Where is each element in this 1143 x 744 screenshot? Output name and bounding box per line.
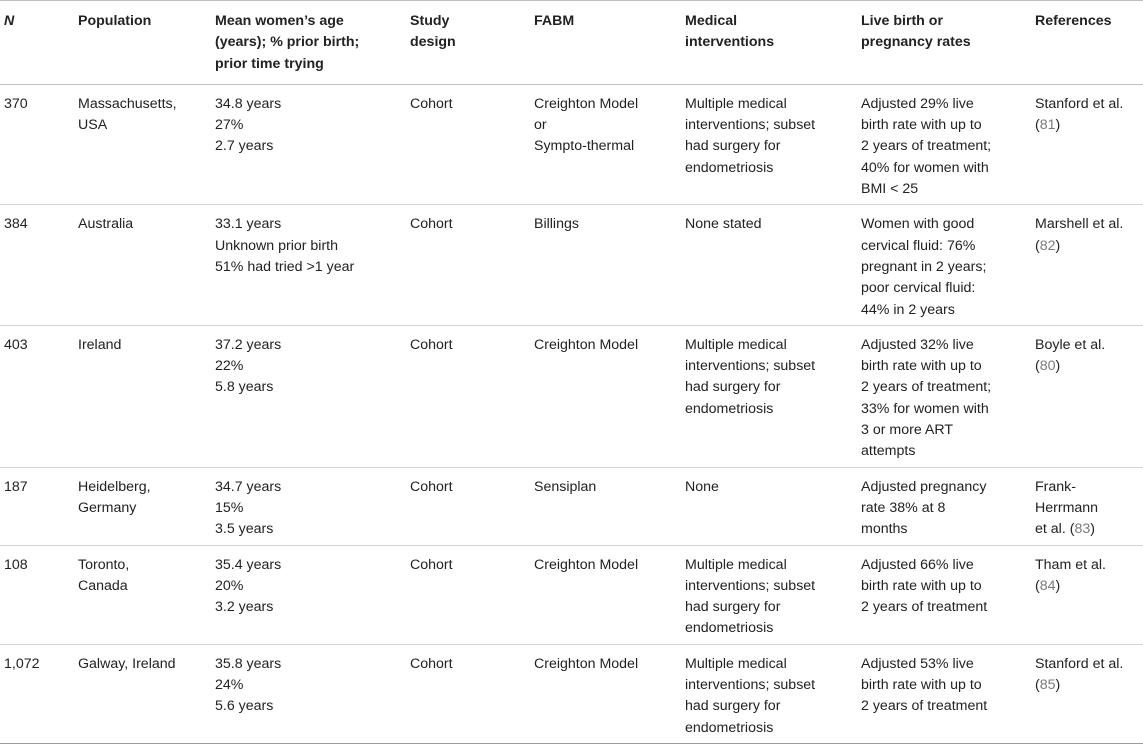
cell-age (211, 644, 406, 743)
cell-line: 20% (215, 577, 244, 594)
column-header-line: References (1035, 13, 1112, 29)
cell-line: birth rate with up to (861, 677, 982, 694)
cell-line: Canada (78, 577, 128, 594)
cell-design: Cohort (406, 545, 530, 644)
reference-open-paren: ( (1035, 358, 1040, 375)
cell-design: Cohort (406, 205, 530, 325)
reference-line (1035, 555, 1135, 576)
cell-n: 403 (0, 325, 74, 467)
cell-age (211, 325, 406, 467)
reference-close-paren: ) (1090, 521, 1095, 538)
cell-n: 1,072 (0, 644, 74, 743)
reference-line (1035, 115, 1135, 136)
cell-interventions (681, 644, 857, 743)
cell-line: USA (78, 117, 108, 134)
cell-interventions (681, 545, 857, 644)
reference-open-paren: ( (1035, 577, 1040, 594)
cell-population (74, 325, 211, 467)
cell-rates (857, 644, 1031, 743)
cell-line: 34.8 years (215, 95, 282, 112)
column-header-n (0, 1, 74, 85)
cell-line: Billings (534, 216, 579, 233)
cell-rates (857, 467, 1031, 545)
cell-population (74, 644, 211, 743)
cell-line: Unknown prior birth (215, 237, 339, 254)
cell-line: 27% (215, 117, 244, 134)
cell-line: attempts (861, 443, 916, 460)
reference-line (1035, 654, 1135, 675)
cell-line: endometriosis (685, 620, 774, 637)
cell-age (211, 205, 406, 325)
cell-line: interventions; subset (685, 358, 816, 375)
cell-line: had surgery for (685, 698, 781, 715)
column-header-line: Medical (685, 13, 738, 29)
column-header-interventions (681, 1, 857, 85)
cell-line: had surgery for (685, 599, 781, 616)
reference-line (1035, 335, 1135, 356)
cell-line: Adjusted pregnancy (861, 478, 987, 495)
cell-interventions (681, 325, 857, 467)
column-header-line: Live birth or (861, 13, 943, 29)
cell-line: poor cervical fluid: (861, 280, 976, 297)
column-header-line: Study (410, 13, 450, 29)
cell-line: birth rate with up to (861, 577, 982, 594)
column-header-line: FABM (534, 13, 575, 29)
reference-line (1035, 94, 1135, 115)
cell-line: cervical fluid: 76% (861, 237, 976, 254)
cell-fabm (530, 467, 681, 545)
cell-line: Heidelberg, (78, 478, 151, 495)
column-header-line: Population (78, 13, 152, 29)
column-header-line: design (410, 34, 456, 51)
cell-line: 15% (215, 499, 244, 516)
column-header-population (74, 1, 211, 85)
reference-number-link[interactable]: 80 (1039, 358, 1056, 375)
cell-line: 2 years of treatment; (861, 138, 992, 155)
reference-close-paren: ) (1055, 358, 1061, 375)
header-row (0, 1, 1143, 85)
cell-line: Ireland (78, 336, 122, 353)
cell-line: Multiple medical (685, 556, 787, 573)
cell-line: Creighton Model (534, 556, 639, 573)
cell-line: Multiple medical (685, 655, 787, 672)
cell-line: had surgery for (685, 379, 781, 396)
reference-authors: Stanford et al. (1035, 95, 1124, 112)
cell-rates (857, 325, 1031, 467)
cell-line: or (534, 117, 547, 134)
cell-population (74, 545, 211, 644)
cell-n: 108 (0, 545, 74, 644)
reference-number-link[interactable]: 85 (1039, 677, 1056, 694)
column-header-line: interventions (685, 34, 775, 51)
table-row (0, 467, 1143, 545)
cell-line: interventions; subset (685, 677, 816, 694)
cell-population (74, 205, 211, 325)
table-row (0, 84, 1143, 204)
cell-line: 35.8 years (215, 655, 282, 672)
cell-line: None stated (685, 216, 762, 233)
cell-fabm (530, 325, 681, 467)
cell-line: 3.5 years (215, 521, 274, 538)
reference-number-link[interactable]: 81 (1039, 117, 1056, 134)
cell-design: Cohort (406, 644, 530, 743)
reference-open-paren: ( (1035, 237, 1040, 254)
cell-line: 34.7 years (215, 478, 282, 495)
table-header (0, 1, 1143, 85)
cell-line: Toronto, (78, 556, 130, 573)
cell-line: Multiple medical (685, 336, 787, 353)
cell-line: Sensiplan (534, 478, 597, 495)
cell-design: Cohort (406, 84, 530, 204)
reference-open-paren: ( (1035, 677, 1040, 694)
column-header-line: prior time trying (215, 55, 324, 72)
cell-line: 35.4 years (215, 556, 282, 573)
cell-references (1031, 545, 1143, 644)
cell-population (74, 84, 211, 204)
cell-references (1031, 205, 1143, 325)
column-header-references (1031, 1, 1143, 85)
cell-references (1031, 467, 1143, 545)
cell-line: Creighton Model (534, 336, 639, 353)
cell-line: Germany (78, 499, 137, 516)
cell-line: Adjusted 29% live (861, 95, 974, 112)
column-header-fabm (530, 1, 681, 85)
cell-line: None (685, 478, 719, 495)
cell-line: 51% had tried >1 year (215, 258, 355, 275)
cell-line: Sympto-thermal (534, 138, 635, 155)
cell-interventions (681, 205, 857, 325)
reference-authors: Stanford et al. (1035, 655, 1124, 672)
cell-line: Australia (78, 216, 134, 233)
cell-line: endometriosis (685, 719, 774, 736)
reference-line (1035, 356, 1135, 377)
cell-line: interventions; subset (685, 117, 816, 134)
cell-line: 37.2 years (215, 336, 282, 353)
reference-line (1035, 477, 1135, 498)
cell-interventions (681, 467, 857, 545)
reference-close-paren: ) (1055, 577, 1061, 594)
cell-rates (857, 84, 1031, 204)
reference-authors: Marshell et al. (1035, 216, 1124, 233)
cell-references (1031, 325, 1143, 467)
cell-line: Creighton Model (534, 95, 639, 112)
cell-fabm (530, 84, 681, 204)
cell-fabm (530, 205, 681, 325)
column-header-age (211, 1, 406, 85)
cell-population (74, 467, 211, 545)
cell-n: 384 (0, 205, 74, 325)
reference-number-link[interactable]: 84 (1039, 577, 1056, 594)
cell-line: 33.1 years (215, 216, 282, 233)
cell-line: 3.2 years (215, 599, 274, 616)
cell-line: Adjusted 32% live (861, 336, 974, 353)
cell-line: had surgery for (685, 138, 781, 155)
cell-line: 2 years of treatment; (861, 379, 992, 396)
cell-line: 5.6 years (215, 698, 274, 715)
table-row (0, 205, 1143, 325)
table-row (0, 545, 1143, 644)
cell-line: 2 years of treatment (861, 698, 988, 715)
cell-line: months (861, 521, 908, 538)
cell-line: interventions; subset (685, 577, 816, 594)
cell-line: pregnant in 2 years; (861, 258, 987, 275)
column-header-rates (857, 1, 1031, 85)
table-body (0, 84, 1143, 743)
table-row (0, 644, 1143, 743)
cell-rates (857, 545, 1031, 644)
cell-line: 3 or more ART (861, 422, 953, 439)
cell-line: 2.7 years (215, 138, 274, 155)
cell-line: Galway, Ireland (78, 655, 176, 672)
reference-number-link[interactable]: 83 (1074, 521, 1091, 538)
table-row (0, 325, 1143, 467)
reference-number-link[interactable]: 82 (1039, 237, 1056, 254)
column-header-line: Mean women’s age (215, 13, 344, 29)
reference-authors: Boyle et al. (1035, 336, 1106, 353)
cell-line: 44% in 2 years (861, 301, 955, 318)
reference-line (1035, 498, 1135, 519)
cell-rates (857, 205, 1031, 325)
column-header-line: (years); % prior birth; (215, 34, 360, 51)
cell-line: endometriosis (685, 159, 774, 176)
reference-close-paren: ) (1055, 237, 1061, 254)
cell-line: rate 38% at 8 (861, 499, 946, 516)
cell-line: Adjusted 53% live (861, 655, 974, 672)
cell-n: 370 (0, 84, 74, 204)
cell-line: Massachusetts, (78, 95, 177, 112)
cell-age (211, 545, 406, 644)
cell-line: Multiple medical (685, 95, 787, 112)
cell-line: BMI < 25 (861, 181, 919, 198)
reference-authors: Frank- (1035, 478, 1076, 495)
cell-line: 22% (215, 358, 244, 375)
reference-open-paren: ( (1069, 521, 1075, 538)
column-header-design (406, 1, 530, 85)
cell-line: Creighton Model (534, 655, 639, 672)
reference-open-paren: ( (1035, 117, 1040, 134)
cell-line: Adjusted 66% live (861, 556, 974, 573)
column-header-line: pregnancy rates (861, 34, 971, 51)
cell-age (211, 84, 406, 204)
reference-line (1035, 519, 1135, 540)
cell-references (1031, 84, 1143, 204)
column-header-line: N (4, 13, 15, 29)
cell-line: 24% (215, 677, 244, 694)
cell-line: 2 years of treatment (861, 599, 988, 616)
cell-line: endometriosis (685, 400, 774, 417)
reference-line (1035, 675, 1135, 696)
reference-line (1035, 236, 1135, 257)
cell-design: Cohort (406, 325, 530, 467)
cell-fabm (530, 644, 681, 743)
reference-authors: Tham et al. (1035, 556, 1106, 573)
reference-close-paren: ) (1055, 677, 1061, 694)
cell-line: birth rate with up to (861, 358, 982, 375)
cell-interventions (681, 84, 857, 204)
cell-line: Women with good (861, 216, 975, 233)
cell-age (211, 467, 406, 545)
cell-line: birth rate with up to (861, 117, 982, 134)
reference-close-paren: ) (1055, 117, 1061, 134)
cell-line: 33% for women with (861, 400, 989, 417)
reference-line (1035, 576, 1135, 597)
cell-line: 5.8 years (215, 379, 274, 396)
cell-design: Cohort (406, 467, 530, 545)
reference-line (1035, 214, 1135, 235)
cell-line: 40% for women with (861, 159, 989, 176)
reference-authors: Herrmann (1035, 499, 1099, 516)
reference-authors: et al. (1035, 521, 1070, 538)
cell-n: 187 (0, 467, 74, 545)
cell-references (1031, 644, 1143, 743)
cell-fabm (530, 545, 681, 644)
